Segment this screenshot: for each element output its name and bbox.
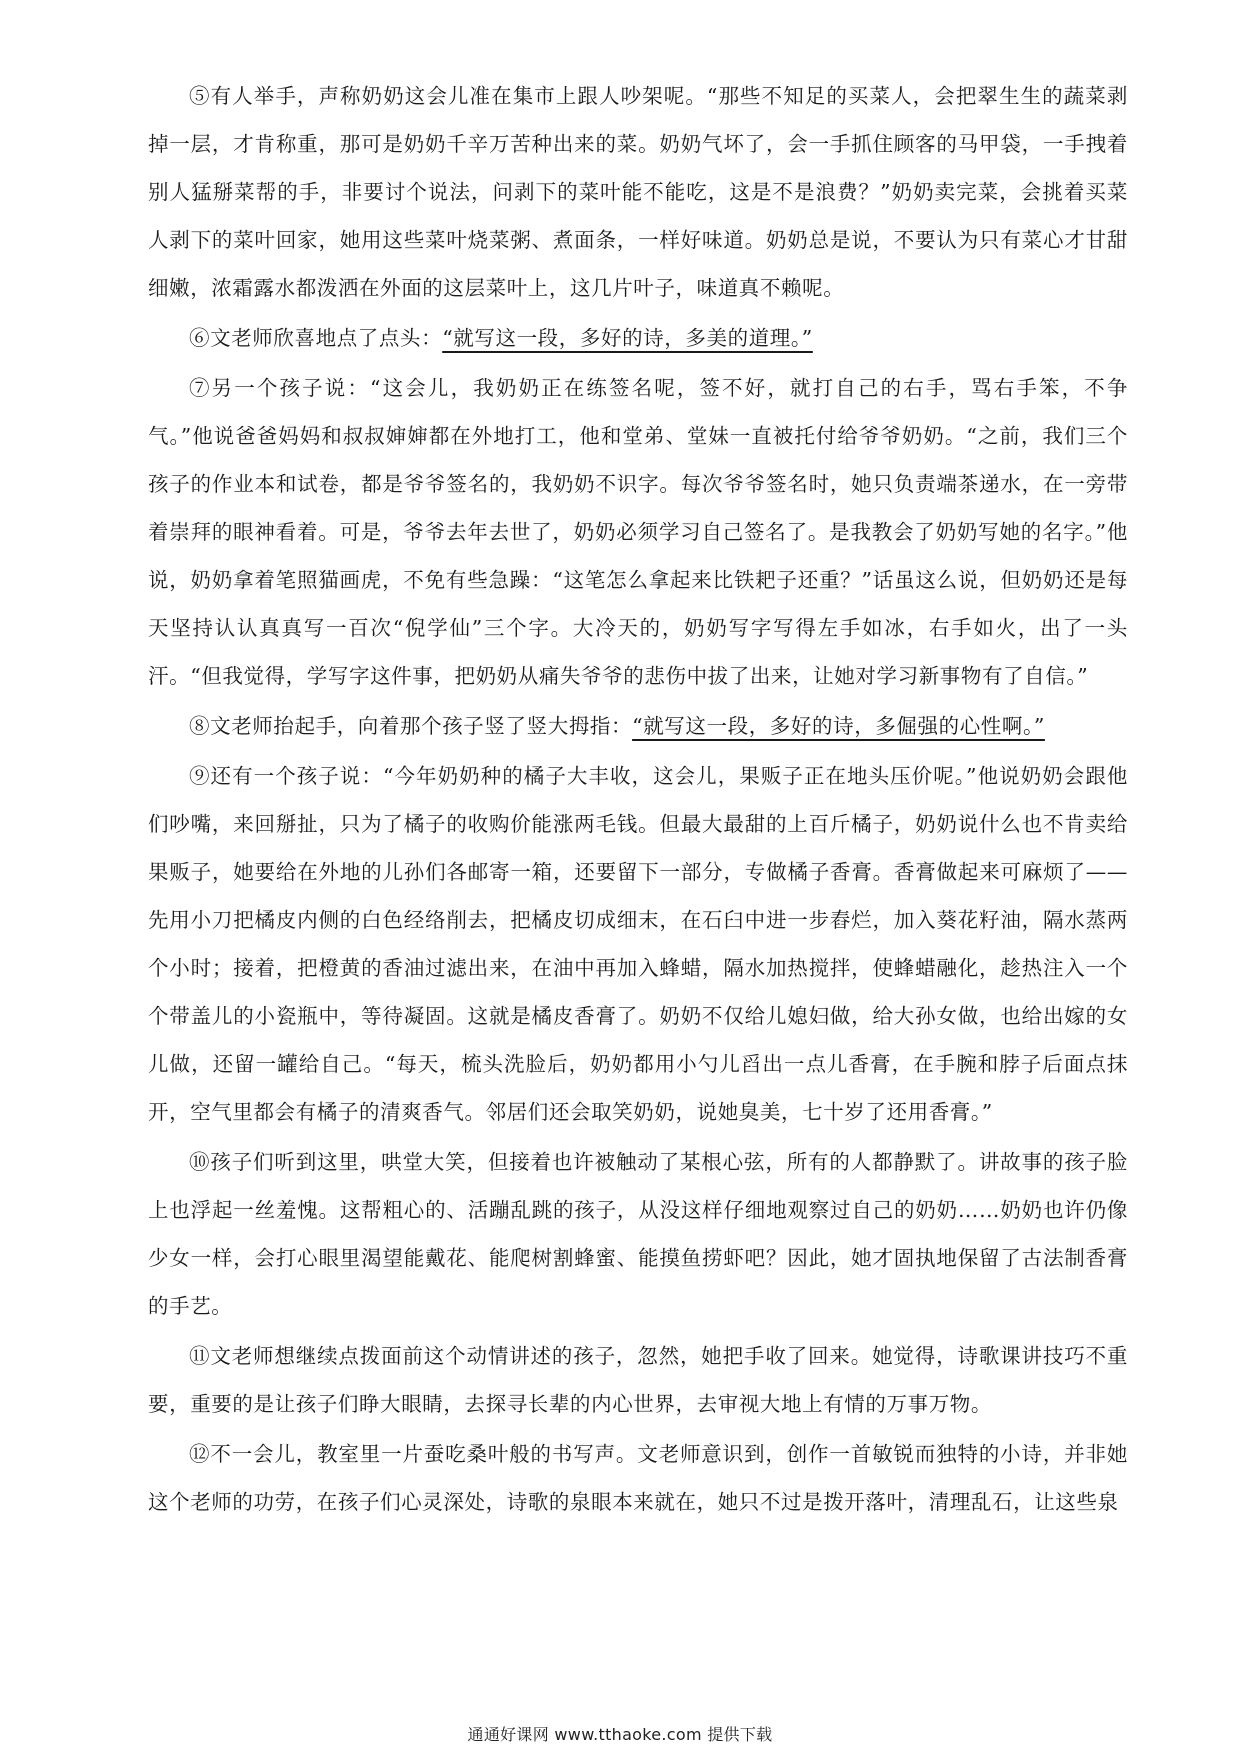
paragraph-9: ⑨还有一个孩子说：“今年奶奶种的橘子大丰收，这会儿，果贩子正在地头压价呢。”他说奶奶会跟他们吵嘴，来回掰扯，只为了橘子的收购价能涨两毛钱。但最大最甜的上百斤橘子，奶奶说什么也不肯卖给果贩子，她要给在外地的儿孙们各邮寄一箱，还要留下一部分，专做橘子香膏。香膏做起来可麻烦了——先用小刀把橘皮内侧的白色经络削去，把橘皮切成细末，在石臼中进一步舂烂，加入葵花籽油，隔水蒸两个小时；接着，把橙黄的香油过滤出来，在油中再加入蜂蜡，隔水加热搅拌，使蜂蜡融化，趁热注入一个个带盖儿的小瓷瓶中，等待凝固。这就是橘皮香膏了。奶奶不仅给儿媳妇做，给大孙女做，也给出嫁的女儿做，还留一罐给自己。“每天，梳头洗脸后，奶奶都用小勺儿舀出一点儿香膏，在手腕和脖子后面点抹开，空气里都会有橘子的清爽香气。邻居们还会取笑奶奶，说她臭美，七十岁了还用香膏。”	[148, 764, 1128, 1124]
paragraph-6	[148, 314, 1128, 362]
paragraph-8	[148, 702, 1128, 750]
paragraph-7: ⑦另一个孩子说：“这会儿，我奶奶正在练签名呢，签不好，就打自己的右手，骂右手笨，不争气。”他说爸爸妈妈和叔叔婶婶都在外地打工，他和堂弟、堂妹一直被托付给爷爷奶奶。“之前，我们三个孩子的作业本和试卷，都是爷爷签名的，我奶奶不识字。每次爷爷签名时，她只负责端茶递水，在一旁带着崇拜的眼神看着。可是，爷爷去年去世了，奶奶必须学习自己签名了。是我教会了奶奶写她的名字。”他说，奶奶拿着笔照猫画虎，不免有些急躁：“这笔怎么拿起来比铁耙子还重？”话虽这么说，但奶奶还是每天坚持认认真真写一百次“倪学仙”三个字。大冷天的，奶奶写字写得左手如冰，右手如火，出了一头汗。“但我觉得，学写字这件事，把奶奶从痛失爷爷的悲伤中拔了出来，让她对学习新事物有了自信。”	[148, 376, 1128, 688]
page-footer: 通通好课网 www.tthaoke.com 提供下载	[467, 1725, 773, 1744]
paragraph-8-lead: ⑧文老师抬起手，向着那个孩子竖了竖大拇指：	[189, 714, 633, 738]
article-body	[148, 72, 1128, 1528]
paragraph-10: ⑩孩子们听到这里，哄堂大笑，但接着也许被触动了某根心弦，所有的人都静默了。讲故事的孩子脸上也浮起一丝羞愧。这帮粗心的、活蹦乱跳的孩子，从没这样仔细地观察过自己的奶奶……奶奶也许仍像少女一样，会打心眼里渴望能戴花、能爬树割蜂蜜、能摸鱼捞虾吧？因此，她才固执地保留了古法制香膏的手艺。	[148, 1150, 1128, 1318]
paragraph-12: ⑫不一会儿，教室里一片蚕吃桑叶般的书写声。文老师意识到，创作一首敏锐而独特的小诗，并非她这个老师的功劳，在孩子们心灵深处，诗歌的泉眼本来就在，她只不过是拨开落叶，清理乱石，让这些泉	[148, 1442, 1128, 1514]
paragraph-11: ⑪文老师想继续点拨面前这个动情讲述的孩子，忽然，她把手收了回来。她觉得，诗歌课讲技巧不重要，重要的是让孩子们睁大眼睛，去探寻长辈的内心世界，去审视大地上有情的万事万物。	[148, 1344, 1128, 1416]
paragraph-5: ⑤有人举手，声称奶奶这会儿准在集市上跟人吵架呢。“那些不知足的买菜人，会把翠生生的蔬菜剥掉一层，才肯称重，那可是奶奶千辛万苦种出来的菜。奶奶气坏了，会一手抓住顾客的马甲袋，一手拽着别人猛掰菜帮的手，非要讨个说法，问剥下的菜叶能不能吃，这是不是浪费？”奶奶卖完菜，会挑着买菜人剥下的菜叶回家，她用这些菜叶烧菜粥、煮面条，一样好味道。奶奶总是说，不要认为只有菜心才甘甜细嫩，浓霜露水都泼洒在外面的这层菜叶上，这几片叶子，味道真不赖呢。	[148, 84, 1128, 300]
underlined-quote-6: “就写这一段，多好的诗，多美的道理。”	[442, 326, 813, 350]
underlined-quote-8: “就写这一段，多好的诗，多倔强的心性啊。”	[632, 714, 1045, 738]
paragraph-6-lead: ⑥文老师欣喜地点了点头：	[189, 326, 443, 350]
